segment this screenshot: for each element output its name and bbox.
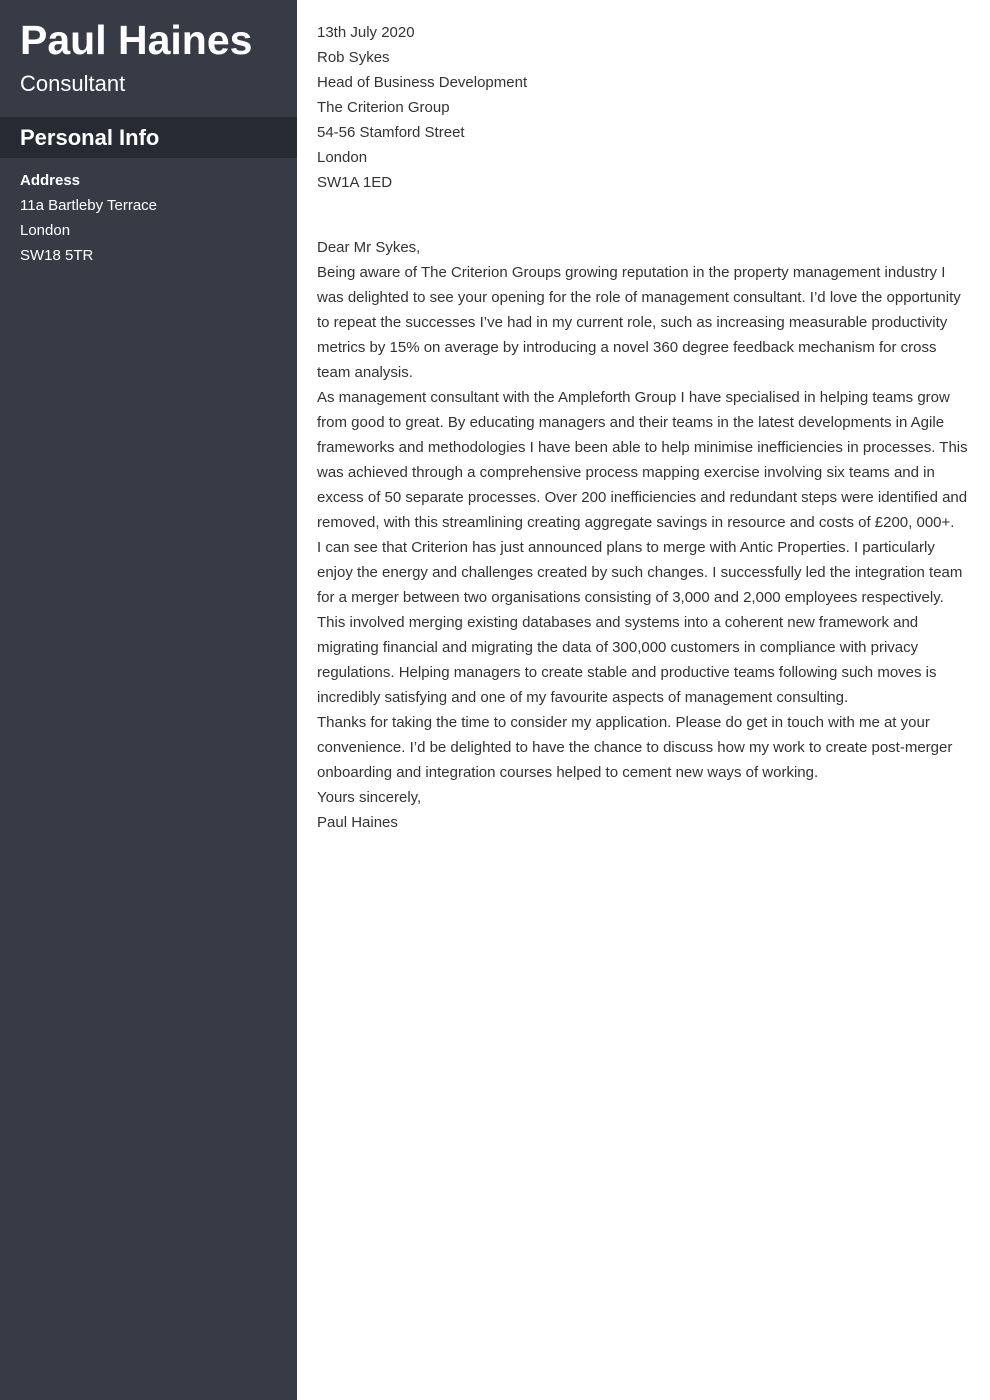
address-block	[20, 168, 157, 268]
letter-paragraph: I can see that Criterion has just announced plans to merge with Antic Properties. I particularly enjoy the energy and challenges created by such changes. I successfully led the integration team for a merger between two organisations consisting of 3,000 and 2,000 employees respectively. This involved merging existing databases and systems into a coherent new framework and migrating financial and migrating the data of 300,000 customers in compliance with privacy regulations. Helping managers to create stable and productive teams following such moves is incredibly satisfying and one of my favourite aspects of management consulting.	[317, 539, 963, 706]
address-line-3: SW18 5TR	[20, 247, 94, 264]
letter-signoff	[317, 785, 972, 835]
letter-paragraph: Thanks for taking the time to consider my application. Please do get in touch with me at your convenience. I’d be delighted to have the chance to discuss how my work to create post-merger onboarding and integration courses helped to cement new ways of working.	[317, 714, 953, 781]
recipient-postcode: SW1A 1ED	[317, 174, 393, 191]
letter-body	[317, 20, 972, 835]
applicant-title: Consultant	[20, 71, 126, 96]
letter-date: 13th July 2020	[317, 24, 415, 41]
letter-paragraph: Being aware of The Criterion Groups growing reputation in the property management industry I was delighted to see your opening for the role of management consultant. I’d love the opportunity to repeat the successes I’ve had in my current role, such as increasing measurable productivity metrics by 15% on average by introducing a novel 360 degree feedback mechanism for cross team analysis.	[317, 264, 961, 381]
address-label: Address	[20, 172, 81, 189]
recipient-block	[317, 45, 972, 195]
address-line-1: 11a Bartleby Terrace	[20, 197, 158, 214]
recipient-position: Head of Business Development	[317, 74, 528, 91]
personal-info-title: Personal Info	[20, 125, 160, 150]
recipient-name: Rob Sykes	[317, 49, 390, 66]
recipient-street: 54-56 Stamford Street	[317, 124, 465, 141]
letter-greeting: Dear Mr Sykes,	[317, 239, 421, 256]
sidebar	[0, 0, 297, 1400]
letter-signature: Paul Haines	[317, 814, 398, 831]
recipient-company: The Criterion Group	[317, 99, 450, 116]
letter-closing: Yours sincerely,	[317, 789, 422, 806]
personal-info-header	[0, 117, 297, 158]
applicant-name: Paul Haines	[20, 17, 253, 63]
recipient-city: London	[317, 149, 368, 166]
address-line-2: London	[20, 222, 71, 239]
letter-paragraph: As management consultant with the Ampleforth Group I have specialised in helping teams grow from good to great. By educating managers and their teams in the latest developments in Agile frameworks and methodologies I have been able to help minimise inefficiencies in processes. This was achieved through a comprehensive process mapping exercise involving six teams and in excess of 50 separate processes. Over 200 inefficiencies and redundant steps were identified and removed, with this streamlining creating aggregate savings in resource and costs of £200, 000+.	[317, 389, 968, 531]
